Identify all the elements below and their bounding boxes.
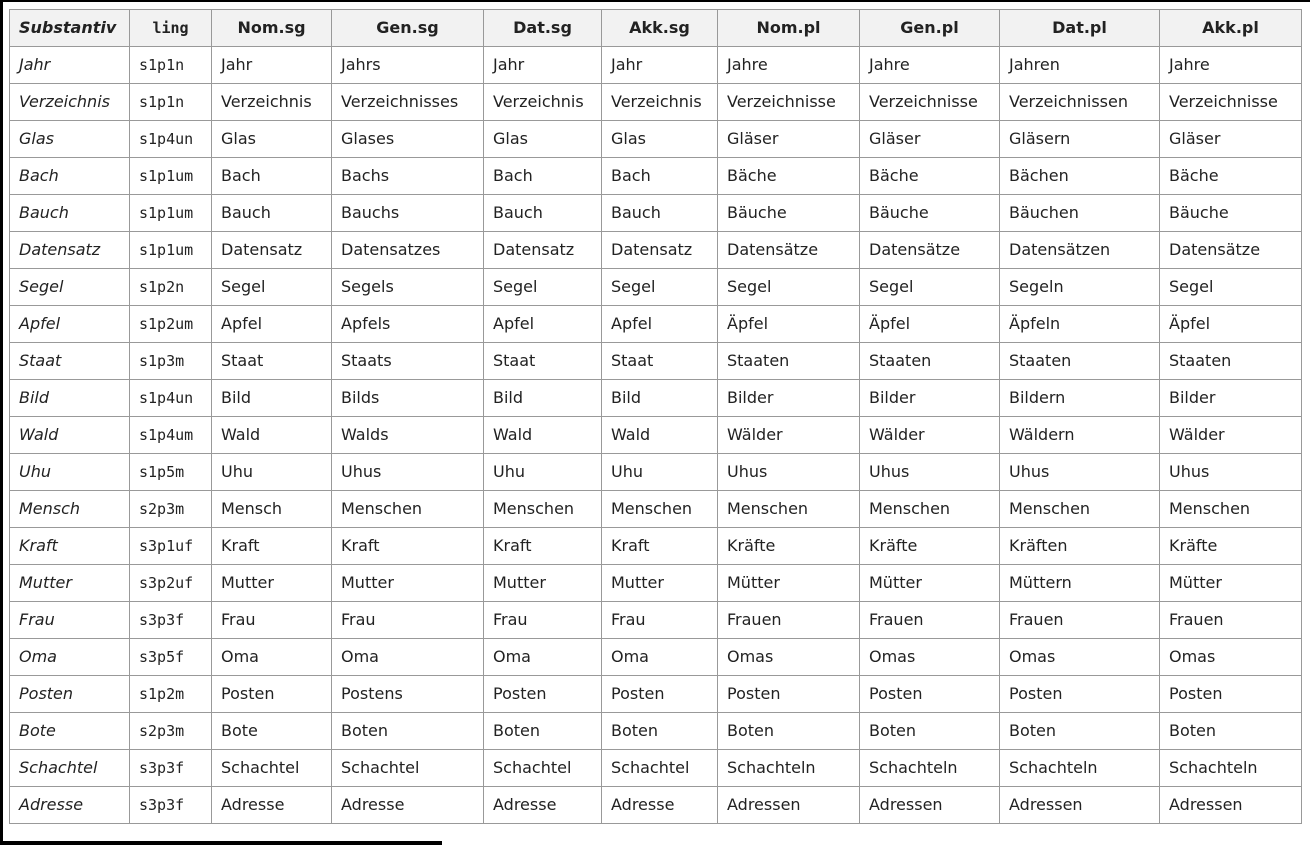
declension-table — [9, 9, 1302, 824]
cell-dat_sg: Segel — [484, 269, 602, 306]
cell-gen_pl: Staaten — [860, 343, 1000, 380]
table-row — [10, 454, 1302, 491]
cell-nom_sg: Datensatz — [212, 232, 332, 269]
cell-nom_pl: Bäche — [718, 158, 860, 195]
cell-nom_sg: Glas — [212, 121, 332, 158]
table-row — [10, 306, 1302, 343]
cell-gen_pl: Datensätze — [860, 232, 1000, 269]
cell-akk_pl: Schachteln — [1160, 750, 1302, 787]
cell-nom_sg: Wald — [212, 417, 332, 454]
cell-ling: s1p5m — [130, 454, 212, 491]
cell-dat_sg: Bild — [484, 380, 602, 417]
cell-ling: s1p2m — [130, 676, 212, 713]
cell-dat_pl: Müttern — [1000, 565, 1160, 602]
cell-dat_pl: Omas — [1000, 639, 1160, 676]
cell-gen_sg: Staats — [332, 343, 484, 380]
cell-gen_pl: Verzeichnisse — [860, 84, 1000, 121]
cell-gen_pl: Menschen — [860, 491, 1000, 528]
cell-ling: s3p2uf — [130, 565, 212, 602]
cell-nom_pl: Schachteln — [718, 750, 860, 787]
cell-substantiv: Datensatz — [10, 232, 130, 269]
cell-gen_sg: Kraft — [332, 528, 484, 565]
cell-substantiv: Apfel — [10, 306, 130, 343]
cell-akk_pl: Segel — [1160, 269, 1302, 306]
cell-nom_sg: Frau — [212, 602, 332, 639]
cell-substantiv: Verzeichnis — [10, 84, 130, 121]
cell-gen_sg: Glases — [332, 121, 484, 158]
cell-nom_sg: Segel — [212, 269, 332, 306]
cell-akk_sg: Posten — [602, 676, 718, 713]
cell-nom_pl: Gläser — [718, 121, 860, 158]
cell-gen_sg: Frau — [332, 602, 484, 639]
cell-nom_sg: Apfel — [212, 306, 332, 343]
cell-dat_sg: Bach — [484, 158, 602, 195]
cell-gen_pl: Schachteln — [860, 750, 1000, 787]
column-header-akk_sg: Akk.sg — [602, 10, 718, 47]
cell-nom_sg: Adresse — [212, 787, 332, 824]
cell-gen_sg: Bachs — [332, 158, 484, 195]
cell-dat_pl: Schachteln — [1000, 750, 1160, 787]
cell-nom_pl: Omas — [718, 639, 860, 676]
cell-nom_pl: Uhus — [718, 454, 860, 491]
cell-ling: s1p2um — [130, 306, 212, 343]
column-header-ling: ling — [130, 10, 212, 47]
cell-substantiv: Adresse — [10, 787, 130, 824]
cell-dat_sg: Schachtel — [484, 750, 602, 787]
cell-substantiv: Mutter — [10, 565, 130, 602]
table-row — [10, 84, 1302, 121]
cell-gen_pl: Adressen — [860, 787, 1000, 824]
cell-substantiv: Bote — [10, 713, 130, 750]
cell-akk_sg: Glas — [602, 121, 718, 158]
cell-dat_sg: Staat — [484, 343, 602, 380]
cell-ling: s1p4um — [130, 417, 212, 454]
cell-akk_sg: Bild — [602, 380, 718, 417]
table-row — [10, 195, 1302, 232]
cell-nom_pl: Boten — [718, 713, 860, 750]
cell-nom_sg: Bauch — [212, 195, 332, 232]
cell-dat_sg: Oma — [484, 639, 602, 676]
table-row — [10, 121, 1302, 158]
cell-substantiv: Segel — [10, 269, 130, 306]
cell-dat_pl: Verzeichnissen — [1000, 84, 1160, 121]
cell-gen_sg: Mutter — [332, 565, 484, 602]
table-row — [10, 750, 1302, 787]
cell-nom_sg: Mensch — [212, 491, 332, 528]
cell-nom_sg: Bote — [212, 713, 332, 750]
cell-akk_sg: Mutter — [602, 565, 718, 602]
cell-akk_sg: Frau — [602, 602, 718, 639]
cell-dat_pl: Datensätzen — [1000, 232, 1160, 269]
cell-akk_sg: Bauch — [602, 195, 718, 232]
cell-nom_sg: Oma — [212, 639, 332, 676]
cell-dat_sg: Frau — [484, 602, 602, 639]
cell-substantiv: Wald — [10, 417, 130, 454]
cell-gen_pl: Bilder — [860, 380, 1000, 417]
cell-gen_pl: Posten — [860, 676, 1000, 713]
cell-nom_sg: Staat — [212, 343, 332, 380]
cell-ling: s3p3f — [130, 602, 212, 639]
cell-akk_pl: Datensätze — [1160, 232, 1302, 269]
cell-akk_pl: Staaten — [1160, 343, 1302, 380]
cell-akk_sg: Jahr — [602, 47, 718, 84]
cell-dat_pl: Menschen — [1000, 491, 1160, 528]
cell-gen_pl: Gläser — [860, 121, 1000, 158]
table-body — [10, 47, 1302, 824]
cell-akk_sg: Menschen — [602, 491, 718, 528]
cell-ling: s2p3m — [130, 713, 212, 750]
cell-substantiv: Kraft — [10, 528, 130, 565]
cell-dat_sg: Mutter — [484, 565, 602, 602]
cell-nom_sg: Verzeichnis — [212, 84, 332, 121]
cell-akk_sg: Uhu — [602, 454, 718, 491]
screen-bottom-edge — [0, 841, 442, 845]
cell-akk_pl: Wälder — [1160, 417, 1302, 454]
cell-dat_sg: Posten — [484, 676, 602, 713]
cell-nom_pl: Bilder — [718, 380, 860, 417]
cell-dat_pl: Segeln — [1000, 269, 1160, 306]
cell-ling: s3p3f — [130, 787, 212, 824]
table-row — [10, 158, 1302, 195]
cell-dat_pl: Staaten — [1000, 343, 1160, 380]
cell-akk_pl: Mütter — [1160, 565, 1302, 602]
cell-dat_pl: Kräften — [1000, 528, 1160, 565]
cell-dat_pl: Boten — [1000, 713, 1160, 750]
cell-dat_pl: Jahren — [1000, 47, 1160, 84]
table-row — [10, 676, 1302, 713]
cell-dat_sg: Menschen — [484, 491, 602, 528]
cell-gen_pl: Omas — [860, 639, 1000, 676]
cell-gen_pl: Frauen — [860, 602, 1000, 639]
table-header — [10, 10, 1302, 47]
screen-left-edge — [0, 0, 3, 845]
cell-nom_sg: Bild — [212, 380, 332, 417]
table-row — [10, 343, 1302, 380]
cell-gen_sg: Datensatzes — [332, 232, 484, 269]
cell-substantiv: Posten — [10, 676, 130, 713]
cell-nom_pl: Wälder — [718, 417, 860, 454]
cell-dat_pl: Frauen — [1000, 602, 1160, 639]
cell-ling: s1p1um — [130, 195, 212, 232]
cell-gen_sg: Verzeichnisses — [332, 84, 484, 121]
cell-ling: s2p3m — [130, 491, 212, 528]
cell-akk_pl: Bäche — [1160, 158, 1302, 195]
cell-ling: s1p4un — [130, 121, 212, 158]
header-row — [10, 10, 1302, 47]
cell-akk_pl: Uhus — [1160, 454, 1302, 491]
cell-nom_pl: Kräfte — [718, 528, 860, 565]
cell-akk_pl: Menschen — [1160, 491, 1302, 528]
cell-akk_sg: Wald — [602, 417, 718, 454]
cell-dat_sg: Apfel — [484, 306, 602, 343]
table-row — [10, 380, 1302, 417]
table-row — [10, 47, 1302, 84]
cell-gen_sg: Boten — [332, 713, 484, 750]
cell-akk_sg: Bach — [602, 158, 718, 195]
cell-gen_sg: Jahrs — [332, 47, 484, 84]
cell-nom_pl: Mütter — [718, 565, 860, 602]
cell-substantiv: Uhu — [10, 454, 130, 491]
cell-akk_pl: Äpfel — [1160, 306, 1302, 343]
table-row — [10, 232, 1302, 269]
table-row — [10, 491, 1302, 528]
cell-substantiv: Mensch — [10, 491, 130, 528]
cell-substantiv: Oma — [10, 639, 130, 676]
cell-gen_pl: Uhus — [860, 454, 1000, 491]
cell-dat_pl: Bäuchen — [1000, 195, 1160, 232]
cell-nom_pl: Menschen — [718, 491, 860, 528]
cell-ling: s1p2n — [130, 269, 212, 306]
cell-gen_sg: Segels — [332, 269, 484, 306]
cell-gen_pl: Mütter — [860, 565, 1000, 602]
table-row — [10, 602, 1302, 639]
cell-akk_sg: Verzeichnis — [602, 84, 718, 121]
cell-gen_pl: Boten — [860, 713, 1000, 750]
column-header-gen_pl: Gen.pl — [860, 10, 1000, 47]
cell-nom_sg: Uhu — [212, 454, 332, 491]
cell-gen_sg: Postens — [332, 676, 484, 713]
cell-nom_pl: Jahre — [718, 47, 860, 84]
cell-akk_pl: Verzeichnisse — [1160, 84, 1302, 121]
cell-akk_sg: Schachtel — [602, 750, 718, 787]
cell-gen_pl: Jahre — [860, 47, 1000, 84]
cell-gen_sg: Apfels — [332, 306, 484, 343]
cell-akk_pl: Kräfte — [1160, 528, 1302, 565]
column-header-gen_sg: Gen.sg — [332, 10, 484, 47]
cell-gen_sg: Schachtel — [332, 750, 484, 787]
cell-akk_sg: Kraft — [602, 528, 718, 565]
cell-dat_sg: Adresse — [484, 787, 602, 824]
cell-substantiv: Bach — [10, 158, 130, 195]
cell-akk_sg: Adresse — [602, 787, 718, 824]
cell-gen_pl: Segel — [860, 269, 1000, 306]
cell-substantiv: Staat — [10, 343, 130, 380]
cell-gen_pl: Wälder — [860, 417, 1000, 454]
cell-dat_sg: Boten — [484, 713, 602, 750]
cell-akk_sg: Apfel — [602, 306, 718, 343]
cell-dat_sg: Jahr — [484, 47, 602, 84]
screen-top-edge — [0, 0, 1310, 2]
table-row — [10, 565, 1302, 602]
cell-ling: s1p4un — [130, 380, 212, 417]
cell-dat_pl: Posten — [1000, 676, 1160, 713]
cell-ling: s1p1um — [130, 232, 212, 269]
cell-akk_pl: Jahre — [1160, 47, 1302, 84]
cell-gen_sg: Menschen — [332, 491, 484, 528]
cell-dat_pl: Bildern — [1000, 380, 1160, 417]
cell-gen_sg: Oma — [332, 639, 484, 676]
cell-substantiv: Jahr — [10, 47, 130, 84]
cell-akk_pl: Omas — [1160, 639, 1302, 676]
cell-akk_pl: Bäuche — [1160, 195, 1302, 232]
cell-nom_sg: Kraft — [212, 528, 332, 565]
cell-akk_sg: Oma — [602, 639, 718, 676]
cell-akk_pl: Frauen — [1160, 602, 1302, 639]
table-row — [10, 528, 1302, 565]
cell-nom_sg: Mutter — [212, 565, 332, 602]
cell-gen_sg: Adresse — [332, 787, 484, 824]
cell-gen_sg: Walds — [332, 417, 484, 454]
cell-nom_sg: Schachtel — [212, 750, 332, 787]
cell-substantiv: Schachtel — [10, 750, 130, 787]
table-row — [10, 269, 1302, 306]
cell-gen_pl: Äpfel — [860, 306, 1000, 343]
cell-nom_pl: Datensätze — [718, 232, 860, 269]
table-row — [10, 639, 1302, 676]
cell-dat_sg: Glas — [484, 121, 602, 158]
cell-dat_pl: Wäldern — [1000, 417, 1160, 454]
cell-nom_pl: Staaten — [718, 343, 860, 380]
cell-nom_pl: Posten — [718, 676, 860, 713]
cell-akk_sg: Datensatz — [602, 232, 718, 269]
cell-ling: s3p3f — [130, 750, 212, 787]
cell-ling: s3p1uf — [130, 528, 212, 565]
cell-nom_pl: Adressen — [718, 787, 860, 824]
table-row — [10, 787, 1302, 824]
cell-ling: s1p1um — [130, 158, 212, 195]
cell-ling: s3p5f — [130, 639, 212, 676]
cell-nom_pl: Bäuche — [718, 195, 860, 232]
cell-nom_pl: Äpfel — [718, 306, 860, 343]
cell-akk_sg: Boten — [602, 713, 718, 750]
cell-substantiv: Bauch — [10, 195, 130, 232]
cell-akk_sg: Staat — [602, 343, 718, 380]
cell-dat_sg: Bauch — [484, 195, 602, 232]
column-header-dat_pl: Dat.pl — [1000, 10, 1160, 47]
cell-gen_sg: Bauchs — [332, 195, 484, 232]
cell-dat_pl: Äpfeln — [1000, 306, 1160, 343]
cell-dat_pl: Adressen — [1000, 787, 1160, 824]
cell-akk_pl: Posten — [1160, 676, 1302, 713]
cell-nom_sg: Bach — [212, 158, 332, 195]
cell-gen_pl: Bäche — [860, 158, 1000, 195]
cell-nom_pl: Segel — [718, 269, 860, 306]
cell-ling: s1p1n — [130, 47, 212, 84]
cell-gen_pl: Bäuche — [860, 195, 1000, 232]
table-row — [10, 713, 1302, 750]
cell-dat_sg: Wald — [484, 417, 602, 454]
cell-akk_pl: Adressen — [1160, 787, 1302, 824]
cell-akk_pl: Boten — [1160, 713, 1302, 750]
cell-ling: s1p1n — [130, 84, 212, 121]
cell-dat_sg: Datensatz — [484, 232, 602, 269]
column-header-nom_sg: Nom.sg — [212, 10, 332, 47]
cell-dat_pl: Gläsern — [1000, 121, 1160, 158]
cell-dat_sg: Kraft — [484, 528, 602, 565]
cell-dat_sg: Verzeichnis — [484, 84, 602, 121]
cell-nom_sg: Posten — [212, 676, 332, 713]
cell-gen_pl: Kräfte — [860, 528, 1000, 565]
cell-ling: s1p3m — [130, 343, 212, 380]
cell-gen_sg: Uhus — [332, 454, 484, 491]
cell-nom_sg: Jahr — [212, 47, 332, 84]
column-header-dat_sg: Dat.sg — [484, 10, 602, 47]
column-header-nom_pl: Nom.pl — [718, 10, 860, 47]
cell-dat_pl: Uhus — [1000, 454, 1160, 491]
cell-gen_sg: Bilds — [332, 380, 484, 417]
table-row — [10, 417, 1302, 454]
cell-akk_sg: Segel — [602, 269, 718, 306]
cell-substantiv: Frau — [10, 602, 130, 639]
cell-akk_pl: Gläser — [1160, 121, 1302, 158]
cell-nom_pl: Verzeichnisse — [718, 84, 860, 121]
column-header-substantiv: Substantiv — [10, 10, 130, 47]
cell-dat_pl: Bächen — [1000, 158, 1160, 195]
column-header-akk_pl: Akk.pl — [1160, 10, 1302, 47]
cell-substantiv: Glas — [10, 121, 130, 158]
cell-substantiv: Bild — [10, 380, 130, 417]
cell-dat_sg: Uhu — [484, 454, 602, 491]
cell-akk_pl: Bilder — [1160, 380, 1302, 417]
cell-nom_pl: Frauen — [718, 602, 860, 639]
